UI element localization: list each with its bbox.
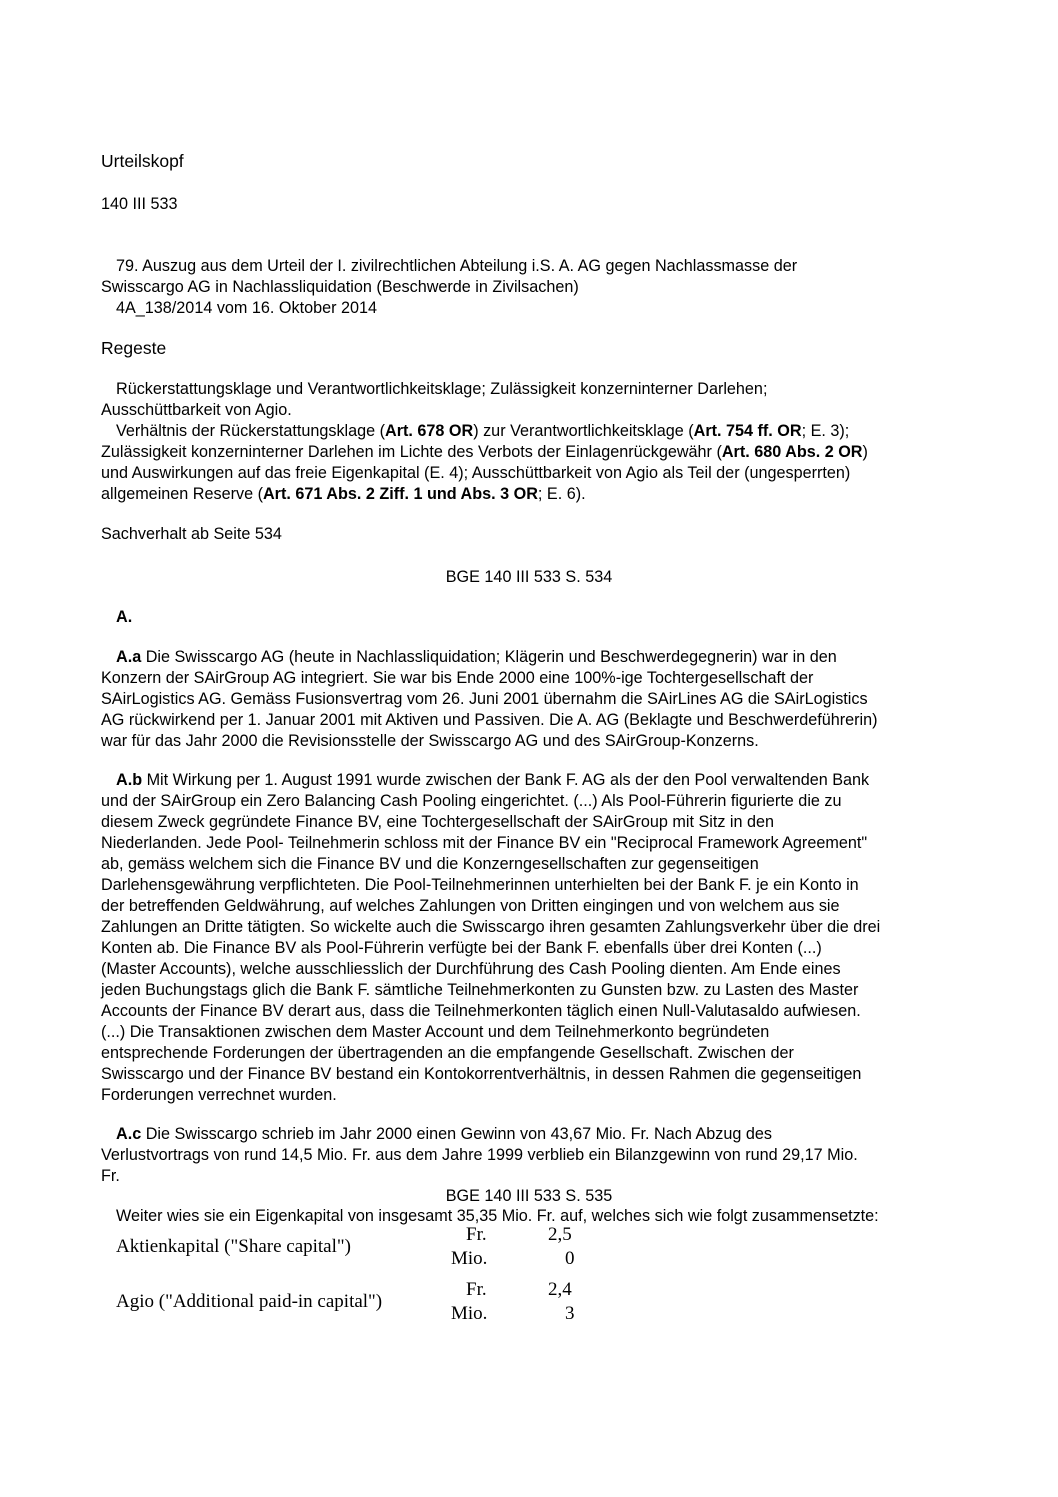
para-ac-line1 <box>116 1124 772 1145</box>
table-value: 3 <box>565 1303 575 1324</box>
regeste-line1: Rückerstattungsklage und Verantwortlichkeitsklage; Zulässigkeit konzerninterner Darlehen; <box>116 380 768 398</box>
regeste-heading: Regeste <box>101 338 167 358</box>
case-title-line2: Swisscargo AG in Nachlassliquidation (Beschwerde in Zivilsachen) <box>101 278 579 296</box>
section-a-label: A. <box>116 608 133 626</box>
para-aa-line1 <box>116 647 837 668</box>
para-ab-line11: jeden Buchungstags glich die Bank F. sämtliche Teilnehmerkonten zu Gunsten bzw. zu Lasten des Master <box>101 981 859 999</box>
table-value: 2,5 <box>548 1224 572 1245</box>
para-ab-line13: (...) Die Transaktionen zwischen dem Master Account und dem Teilnehmerkonto begründeten <box>101 1023 770 1041</box>
para-ab-line3: diesem Zweck gegründete Finance BV, eine Tochtergesellschaft der SAirGroup mit Sitz in den <box>101 813 775 831</box>
text-span: ) <box>862 443 868 461</box>
regeste-line5: und Auswirkungen auf das freie Eigenkapital (E. 4); Ausschüttbarkeit von Agio als Teil der (ungesperrten) <box>101 464 851 482</box>
page-marker-534: BGE 140 III 533 S. 534 <box>445 568 613 586</box>
section-a-heading <box>116 607 132 628</box>
regeste-line4 <box>101 442 868 463</box>
article-link-671[interactable]: Art. 671 Abs. 2 Ziff. 1 und Abs. 3 OR <box>262 485 538 503</box>
text-span: Die Swisscargo schrieb im Jahr 2000 einen Gewinn von 43,67 Mio. Fr. Nach Abzug des <box>141 1125 772 1143</box>
text-span: ; E. 3); <box>801 422 850 440</box>
para-aa-line4: AG rückwirkend per 1. Januar 2001 mit Aktiven und Passiven. Die A. AG (Beklagte und Beschwerdeführerin) <box>101 711 878 729</box>
table-row-label: Agio ("Additional paid-in capital") <box>116 1291 383 1312</box>
para-ac-line3: Fr. <box>101 1167 120 1185</box>
text-span: Zulässigkeit konzerninterner Darlehen im Lichte des Verbots der Einlagenrückgewähr ( <box>101 443 722 461</box>
case-number: 4A_138/2014 vom 16. Oktober 2014 <box>116 299 377 317</box>
urteilskopf-heading: Urteilskopf <box>101 151 184 171</box>
para-ab-line15: Swisscargo und der Finance BV bestand ein Kontokorrentverhältnis, in dessen Rahmen die gegenseitigen <box>101 1065 862 1083</box>
para-ab-line5: ab, gemäss welchem sich die Finance BV und die Konzerngesellschaften zur gegenseitigen <box>101 855 759 873</box>
para-aa-label: A.a <box>116 648 142 666</box>
text-span: Die Swisscargo AG (heute in Nachlassliquidation; Klägerin und Beschwerdegegnerin) war in den <box>141 648 837 666</box>
para-ac-label: A.c <box>116 1125 142 1143</box>
table-unit: Fr. <box>466 1279 487 1300</box>
sachverhalt-link[interactable]: Sachverhalt ab Seite 534 <box>101 525 282 543</box>
para-ac-line2: Verlustvortrags von rund 14,5 Mio. Fr. aus dem Jahre 1999 verblieb ein Bilanzgewinn von rund 29,17 Mio. <box>101 1146 858 1164</box>
table-unit: Mio. <box>451 1248 488 1269</box>
para-ab-line14: entsprechende Forderungen der übertragenden an die empfangende Gesellschaft. Zwischen der <box>101 1044 794 1062</box>
text-span: ; E. 6). <box>537 485 586 503</box>
para-aa-line2: Konzern der SAirGroup AG integriert. Sie war bis Ende 2000 eine 100%-ige Tochtergesellschaft der <box>101 669 814 687</box>
table-value: 2,4 <box>548 1279 572 1300</box>
para-aa-line5: war für das Jahr 2000 die Revisionsstelle der Swisscargo AG und des SAirGroup-Konzerns. <box>101 732 759 750</box>
para-ab-line8: Zahlungen an Dritte tätigten. So wickelte auch die Swisscargo ihren gesamten Zahlungsverkehr über die drei <box>101 918 881 936</box>
equity-intro: Weiter wies sie ein Eigenkapital von insgesamt 35,35 Mio. Fr. auf, welches sich wie folgt zusammensetzte: <box>116 1207 879 1225</box>
article-link-680[interactable]: Art. 680 Abs. 2 OR <box>721 443 863 461</box>
table-unit: Fr. <box>466 1224 487 1245</box>
para-ab-line7: der betreffenden Geldwährung, auf welches Zahlungen von Dritten eingingen und von welchem aus sie <box>101 897 840 915</box>
bge-reference: 140 III 533 <box>101 195 178 213</box>
para-ab-line2: und der SAirGroup ein Zero Balancing Cash Pooling eingerichtet. (...) Als Pool-Führerin figurierte die zu <box>101 792 842 810</box>
text-span: ) zur Verantwortlichkeitsklage ( <box>473 422 694 440</box>
regeste-line3 <box>116 421 849 442</box>
para-ab-line1 <box>116 770 869 791</box>
para-aa-line3: SAirLogistics AG. Gemäss Fusionsvertrag vom 26. Juni 2001 übernahm die SAirLines AG die SAirLogistics <box>101 690 868 708</box>
para-ab-label: A.b <box>116 771 143 789</box>
para-ab-line6: Darlehensgewährung verpflichteten. Die Pool-Teilnehmerinnen unterhielten bei der Bank F. je ein Konto in <box>101 876 859 894</box>
article-link-754[interactable]: Art. 754 ff. OR <box>693 422 802 440</box>
table-unit: Mio. <box>451 1303 488 1324</box>
table-row-label: Aktienkapital ("Share capital") <box>116 1236 351 1257</box>
para-ab-line16: Forderungen verrechnet wurden. <box>101 1086 337 1104</box>
text-span: Verhältnis der Rückerstattungsklage ( <box>116 422 386 440</box>
para-ab-line12: Accounts der Finance BV derart aus, dass die Teilnehmerkonten täglich einen Null-Valutasaldo aufwiesen. <box>101 1002 861 1020</box>
article-link-678[interactable]: Art. 678 OR <box>385 422 474 440</box>
text-span: Mit Wirkung per 1. August 1991 wurde zwischen der Bank F. AG als der den Pool verwaltenden Bank <box>142 771 870 789</box>
para-ab-line4: Niederlanden. Jede Pool- Teilnehmerin schloss mit der Finance BV ein "Reciprocal Framework Agreement" <box>101 834 868 852</box>
case-title-line1: 79. Auszug aus dem Urteil der I. zivilrechtlichen Abteilung i.S. A. AG gegen Nachlassmasse der <box>116 257 798 275</box>
page-marker-535: BGE 140 III 533 S. 535 <box>445 1187 613 1205</box>
para-ab-line9: Konten ab. Die Finance BV als Pool-Führerin verfügte bei der Bank F. ebenfalls über drei Konten (...) <box>101 939 822 957</box>
table-value: 0 <box>565 1248 575 1269</box>
regeste-line6 <box>101 484 586 505</box>
para-ab-line10: (Master Accounts), welche ausschliesslich der Durchführung des Cash Pooling dienten. Am Ende eines <box>101 960 841 978</box>
text-span: allgemeinen Reserve ( <box>101 485 263 503</box>
regeste-line2: Ausschüttbarkeit von Agio. <box>101 401 292 419</box>
